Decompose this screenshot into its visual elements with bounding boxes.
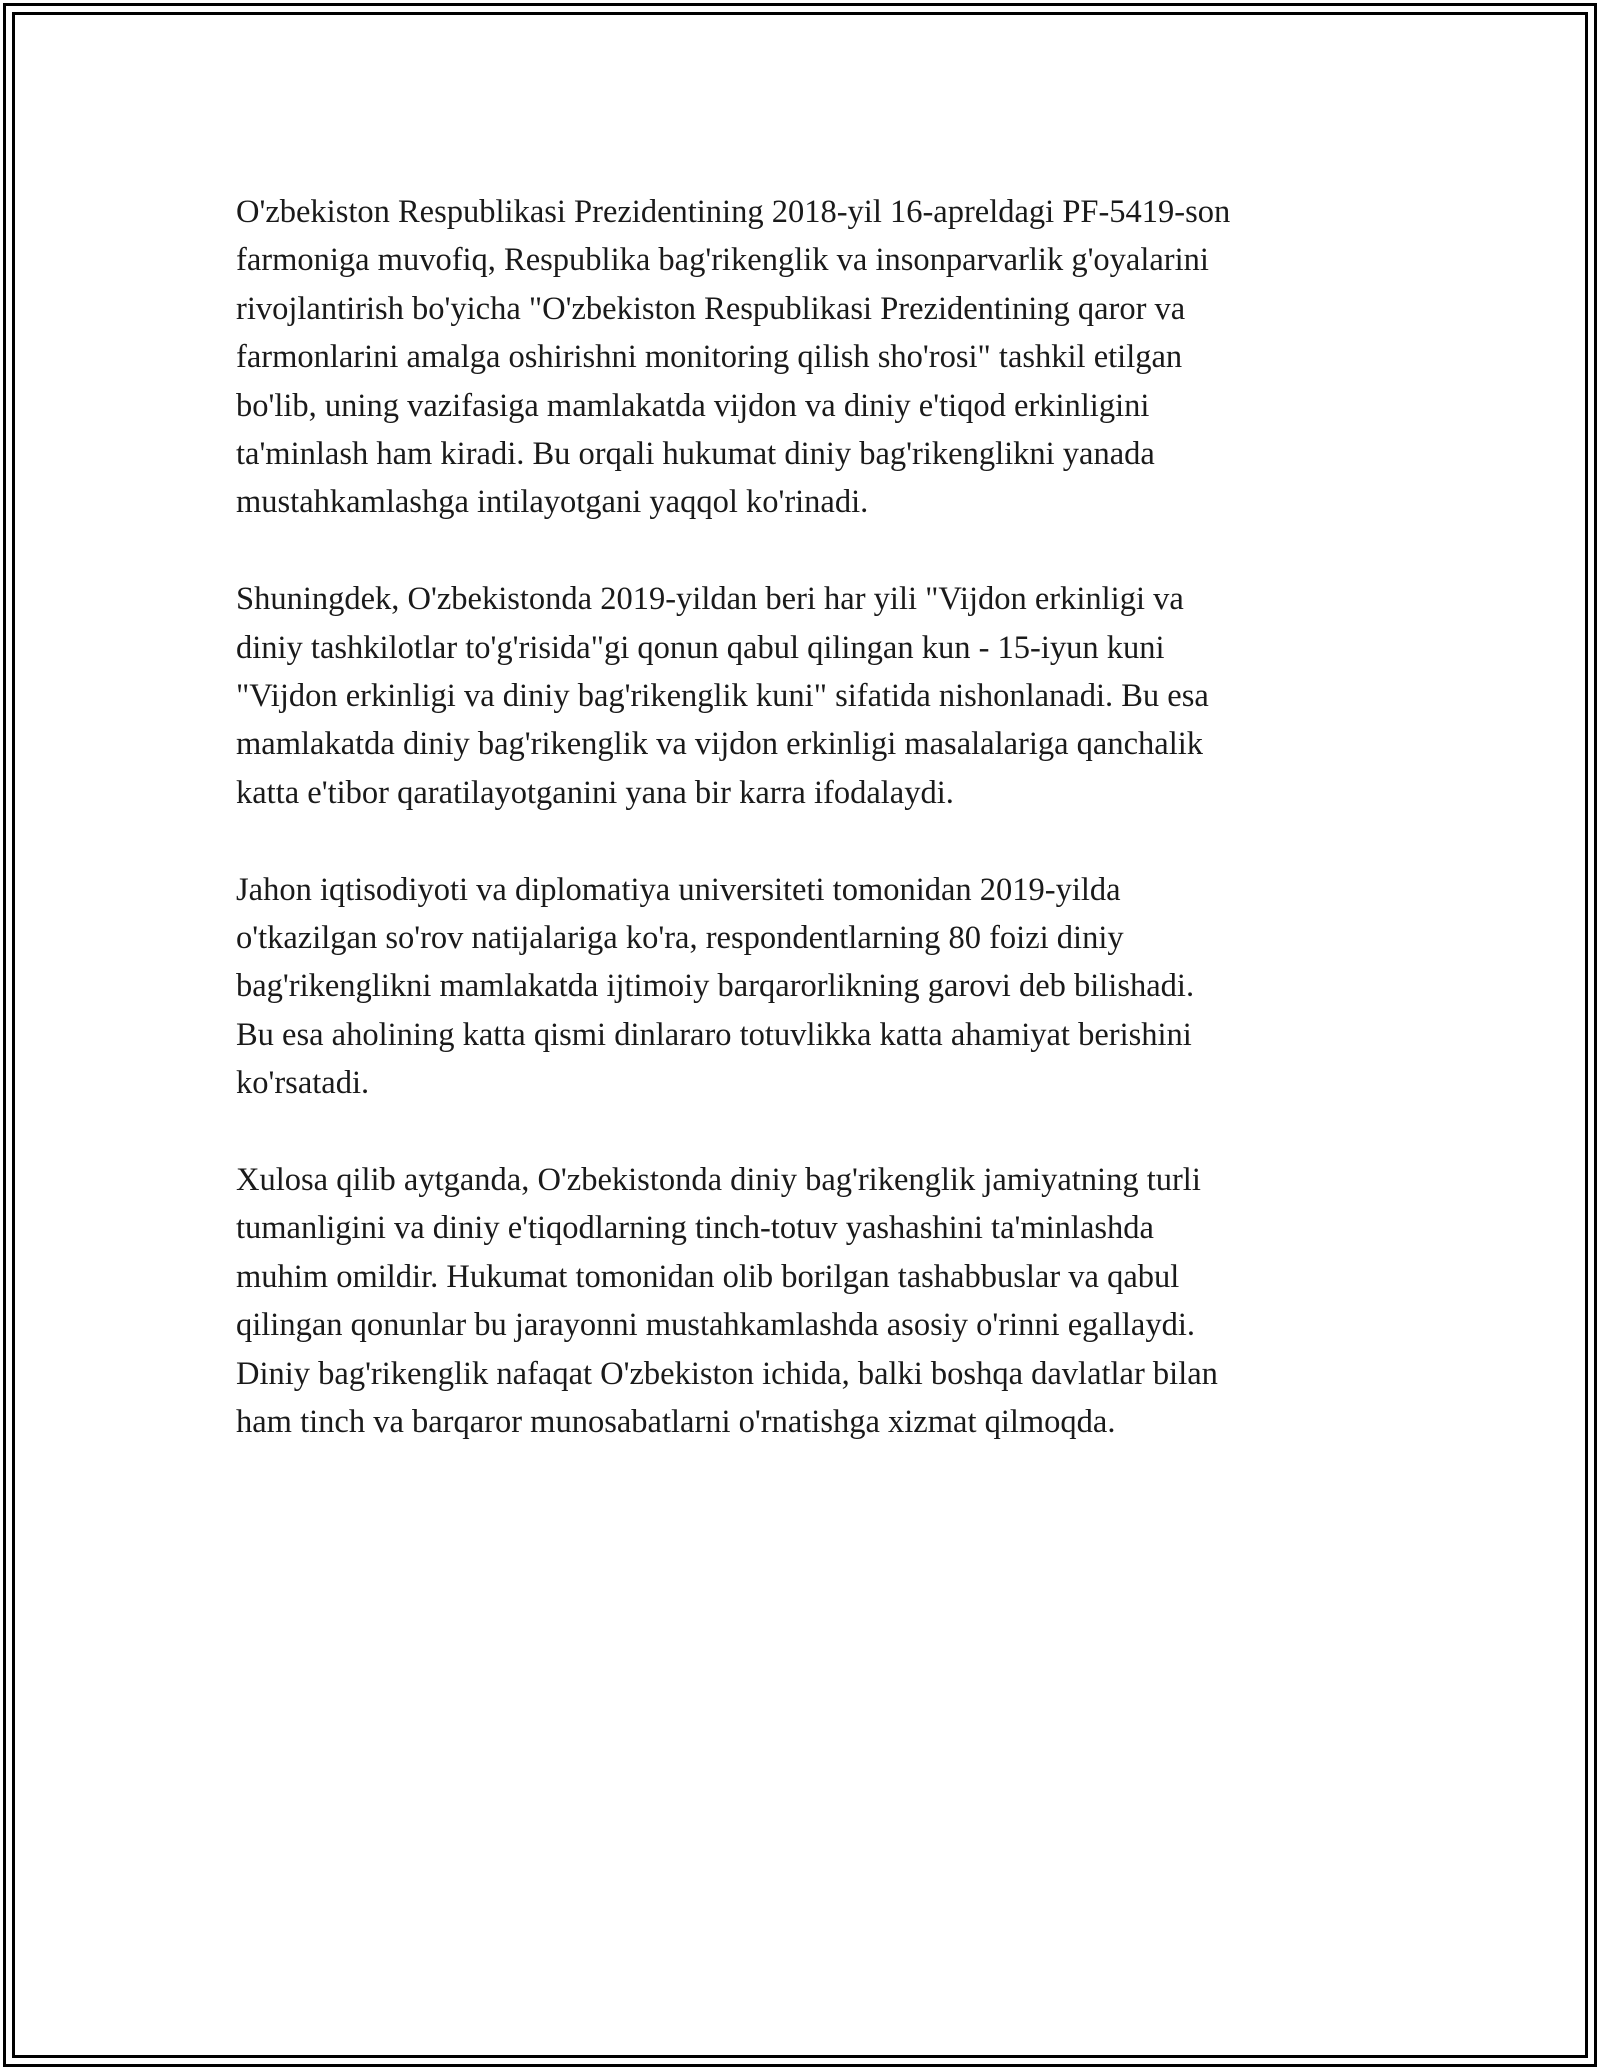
text-line: katta e'tibor qaratilayotganini yana bir karra ifodalaydi. bbox=[236, 774, 954, 811]
text-line: Shuningdek, O'zbekistonda 2019-yildan beri har yili "Vijdon erkinligi va bbox=[236, 581, 1184, 618]
text-line: muhim omildir. Hukumat tomonidan olib borilgan tashabbuslar va qabul bbox=[236, 1258, 1180, 1295]
text-line: rivojlantirish bo'yicha "O'zbekiston Respublikasi Prezidentining qaror va bbox=[236, 290, 1186, 327]
text-line: ham tinch va barqaror munosabatlarni o'rnatishga xizmat qilmoqda. bbox=[236, 1404, 1116, 1441]
text-line: farmonlarini amalga oshirishni monitoring qilish sho'rosi" tashkil etilgan bbox=[236, 339, 1183, 376]
text-line: qilingan qonunlar bu jarayonni mustahkamlashda asosiy o'rinni egallaydi. bbox=[236, 1307, 1195, 1344]
text-line: Jahon iqtisodiyoti va diplomatiya universiteti tomonidan 2019-yilda bbox=[236, 871, 1121, 908]
text-line: Diniy bag'rikenglik nafaqat O'zbekiston ichida, balki boshqa davlatlar bilan bbox=[236, 1355, 1218, 1392]
text-line: bag'rikenglikni mamlakatda ijtimoiy barqarorlikning garovi deb bilishadi. bbox=[236, 968, 1195, 1005]
text-line: Bu esa aholining katta qismi dinlararo totuvlikka katta ahamiyat berishini bbox=[236, 1016, 1192, 1053]
text-line: mustahkamlashga intilayotgani yaqqol ko'rinadi. bbox=[236, 484, 869, 521]
text-line: o'tkazilgan so'rov natijalariga ko'ra, respondentlarning 80 foizi diniy bbox=[236, 920, 1124, 957]
text-line: ta'minlash ham kiradi. Bu orqali hukumat diniy bag'rikenglikni yanada bbox=[236, 436, 1155, 473]
document-body bbox=[236, 188, 1386, 1495]
text-line: farmoniga muvofiq, Respublika bag'rikenglik va insonparvarlik g'oyalarini bbox=[236, 242, 1209, 279]
paragraph-3 bbox=[236, 866, 1386, 1108]
paragraph-2 bbox=[236, 575, 1386, 817]
text-line: O'zbekiston Respublikasi Prezidentining 2018-yil 16-apreldagi PF-5419-son bbox=[236, 194, 1231, 230]
paragraph-4 bbox=[236, 1156, 1386, 1446]
text-line: mamlakatda diniy bag'rikenglik va vijdon erkinligi masalalariga qanchalik bbox=[236, 726, 1204, 763]
text-line: ko'rsatadi. bbox=[236, 1065, 370, 1102]
text-line: bo'lib, uning vazifasiga mamlakatda vijdon va diniy e'tiqod erkinligini bbox=[236, 387, 1150, 424]
text-line: Xulosa qilib aytganda, O'zbekistonda diniy bag'rikenglik jamiyatning turli bbox=[236, 1162, 1201, 1199]
paragraph-1 bbox=[236, 188, 1386, 527]
text-line: "Vijdon erkinligi va diniy bag'rikenglik kuni" sifatida nishonlanadi. Bu esa bbox=[236, 678, 1209, 715]
text-line: diniy tashkilotlar to'g'risida"gi qonun qabul qilingan kun - 15-iyun kuni bbox=[236, 629, 1165, 666]
text-line: tumanligini va diniy e'tiqodlarning tinch-totuv yashashini ta'minlashda bbox=[236, 1210, 1154, 1247]
